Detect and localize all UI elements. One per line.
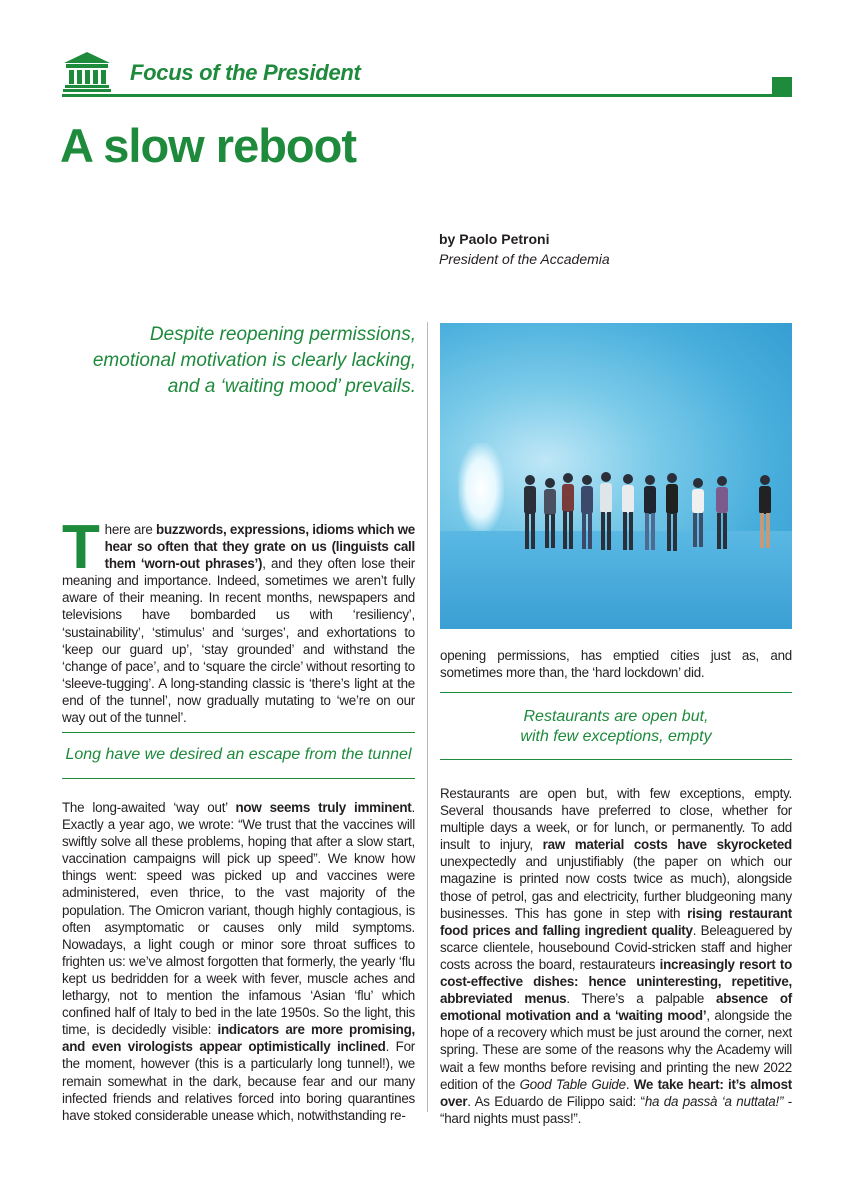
subhead-tunnel (62, 732, 415, 779)
subhead-text: Long have we desired an escape from the tunnel (65, 746, 412, 763)
text-run: . For the moment, however (this is a particularly long tunnel!), we remain somewhat in the dark, because fear and our many infected friends and relatives forced into boring quarantines have stoked considerable unease which, notwithstanding re- (62, 1039, 415, 1123)
people-in-blue-room-photo (440, 323, 792, 629)
header-rule (62, 94, 792, 97)
italic-run: Good Table Guide (519, 1076, 626, 1092)
pull-quote: Despite reopening permissions, emotional motivation is clearly lacking, and a ‘waiting mood’ prevails. (92, 324, 416, 397)
author-name: by Paolo Petroni (439, 231, 550, 247)
subhead-text: with few exceptions, empty (520, 728, 712, 745)
column-divider (427, 322, 428, 1112)
people-silhouettes (440, 323, 792, 629)
text-run: . Exactly a year ago, we wrote: “We trust that the vaccines will swiftly solve all these problems, hoping that after a slow start, vaccination campaigns will pick up speed”. We know how things went: speed was picked up and vaccines were administered, even thrice, to the vast majority of the population. The Omicron variant, though highly contagious, is often asymptomatic or causes only mild symptoms. Nowadays, a light cough or minor sore throat suffices to frighten us: we’ve almost forgotten that formerly, the yearly ‘flu kept us bedridden for a week with fever, muscle aches and lethargy, not to mention the infamous ‘Asian ‘flu’ which confined half of Italy to bed in the late 1950s. So the light, this time, is decidedly visible: (62, 800, 415, 1038)
text-run: . There’s a palpable (566, 991, 717, 1007)
paragraph-restaurants (440, 785, 792, 1127)
author-role: President of the Accademia (439, 251, 610, 267)
paragraph-way-out (62, 799, 415, 1124)
italic-run: ha da passà ‘a nuttata!” (644, 1093, 784, 1109)
paragraph-continued: opening permissions, has emptied cities just as, and sometimes more than, the ‘hard lockdown’ did. (440, 648, 792, 681)
text-run: The long-awaited ‘way out’ (62, 800, 236, 815)
text-run: . (625, 1076, 634, 1092)
text-run: , and they often lose their meaning and importance. Indeed, sometimes we aren’t fully aware of their meaning. In recent months, newspapers and televisions have bombarded us with ‘resiliency’, ‘sustainability’, ‘stimulus’ and ‘surges’, and exhortations to ‘keep our guard up’, ‘stay grounded’ and withstand the ‘change of pace’, and to ‘square the circle’ without resorting to ‘sleeve-tugging’. A long-standing classic is ‘there’s light at the end of the tunnel’, now gradually mutating to ‘we’re on our way out of the tunnel’. (62, 556, 415, 726)
text-run: , alongside the hope of a recovery which must be just around the corner, next spring. These are some of the reasons why the Academy will wait a few months before revising and printing the new 2022 edition of the (440, 1008, 792, 1092)
subhead-text: Restaurants are open but, (523, 708, 709, 725)
header-square (772, 77, 792, 96)
text-run: unexpectedly and unjustifiably (the paper on which our magazine is printed now costs twice as much), alongside those of petrol, gas and electricity, further bludgeoning many businesses. This has gone in step with (440, 854, 792, 921)
subhead-restaurants (440, 692, 792, 760)
text-run: . Beleaguered by scarce clientele, housebound Covid-stricken staff and higher costs across the board, restaurateurs (440, 922, 792, 972)
classical-building-icon (62, 51, 112, 93)
text-run: here are (104, 522, 157, 537)
byline (439, 229, 610, 269)
bold-run: buzzwords, expressions, idioms which we hear so often that they grate on us (linguists call them ‘worn-out phrases’) (104, 522, 415, 572)
text-run: - “hard nights must pass!”. (440, 1093, 792, 1126)
drop-cap: T (62, 513, 100, 582)
bold-run: now seems truly imminent (235, 800, 412, 815)
bold-run: indicators are more promising, and even virologists appear optimistically inclined (62, 1022, 416, 1055)
bold-run: rising restaurant food prices and falling ingredient quality (440, 905, 793, 938)
text-run: Restaurants are open but, with few exceptions, empty. Several thousands have preferred to close, whether for multiple days a week, or for lunch, or permanently. To add insult to injury, (440, 786, 792, 853)
bold-run: We take heart: it’s almost over (440, 1076, 792, 1109)
intro-paragraph (62, 513, 415, 726)
text-run: . As Eduardo de Filippo said: “ (467, 1093, 645, 1109)
section-title: Focus of the President (130, 60, 361, 85)
article-title: A slow reboot (60, 119, 356, 172)
bold-run: raw material costs have skyrocketed (542, 837, 792, 853)
bold-run: increasingly resort to cost-effective dishes: hence uninteresting, repetitive, abbreviated menus (440, 956, 792, 1007)
bold-run: absence of emotional motivation and a ‘waiting mood’ (440, 991, 792, 1024)
